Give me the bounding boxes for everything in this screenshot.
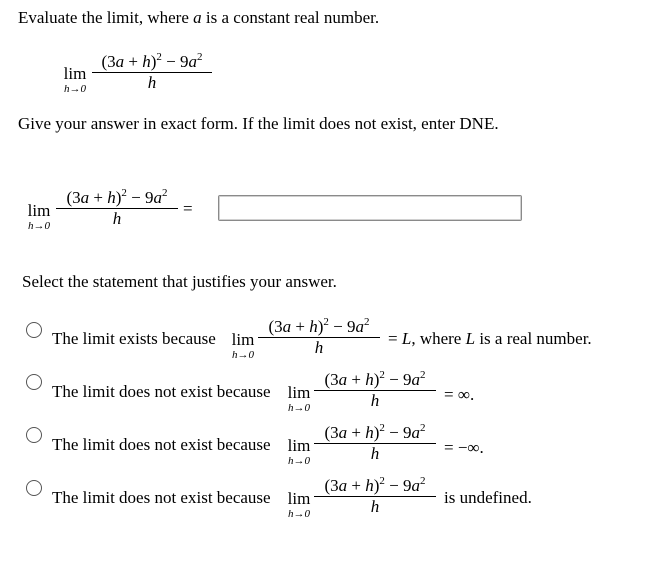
option-3-fraction: $(3a + h)^2 - 9a^2$ h (314, 423, 436, 464)
justify-prompt: Select the statement that justifies your answer. (22, 272, 337, 291)
option-3-limit: lim h→0 (287, 436, 311, 467)
fraction-numerator: $(3a + h)^2 - 9a^2$ (101, 51, 203, 71)
option-2-limit: lim h→0 (287, 383, 311, 414)
equals-sign: = (183, 199, 193, 218)
option-1-text: The limit exists because (52, 329, 216, 348)
option-4-fraction: $(3a + h)^2 - 9a^2$ h (314, 476, 436, 517)
option-1-fraction: $(3a + h)^2 - 9a^2$ h (258, 317, 380, 358)
option-1-limit: lim h→0 (231, 330, 255, 361)
option-4-limit: lim h→0 (287, 489, 311, 520)
fraction-denominator: h (147, 73, 157, 92)
limit-operator: lim h→0 (63, 64, 87, 95)
option-2-text: The limit does not exist because (52, 382, 271, 401)
option-2-radio[interactable] (26, 374, 42, 390)
option-3-radio[interactable] (26, 427, 42, 443)
option-4-text: The limit does not exist because (52, 488, 271, 507)
question-prompt: Evaluate the limit, where a is a constant real number. (18, 8, 380, 27)
option-4-radio[interactable] (26, 480, 42, 496)
limit-fraction (92, 52, 212, 93)
option-1-radio[interactable] (26, 322, 42, 338)
option-1-tail: = L, where L is a real number. (388, 329, 592, 348)
answer-input[interactable] (218, 195, 522, 221)
option-2-tail: = ∞. (444, 385, 475, 404)
option-3-text: The limit does not exist because (52, 435, 271, 454)
option-4-tail: is undefined. (444, 488, 532, 507)
option-3-tail: = −∞. (444, 438, 484, 457)
answer-limit-operator: lim h→0 (27, 201, 51, 232)
answer-limit-fraction: $(3a + h)^2 - 9a^2$ h (56, 188, 178, 229)
instruction-text: Give your answer in exact form. If the limit does not exist, enter DNE. (18, 114, 499, 133)
option-2-fraction: $(3a + h)^2 - 9a^2$ h (314, 370, 436, 411)
